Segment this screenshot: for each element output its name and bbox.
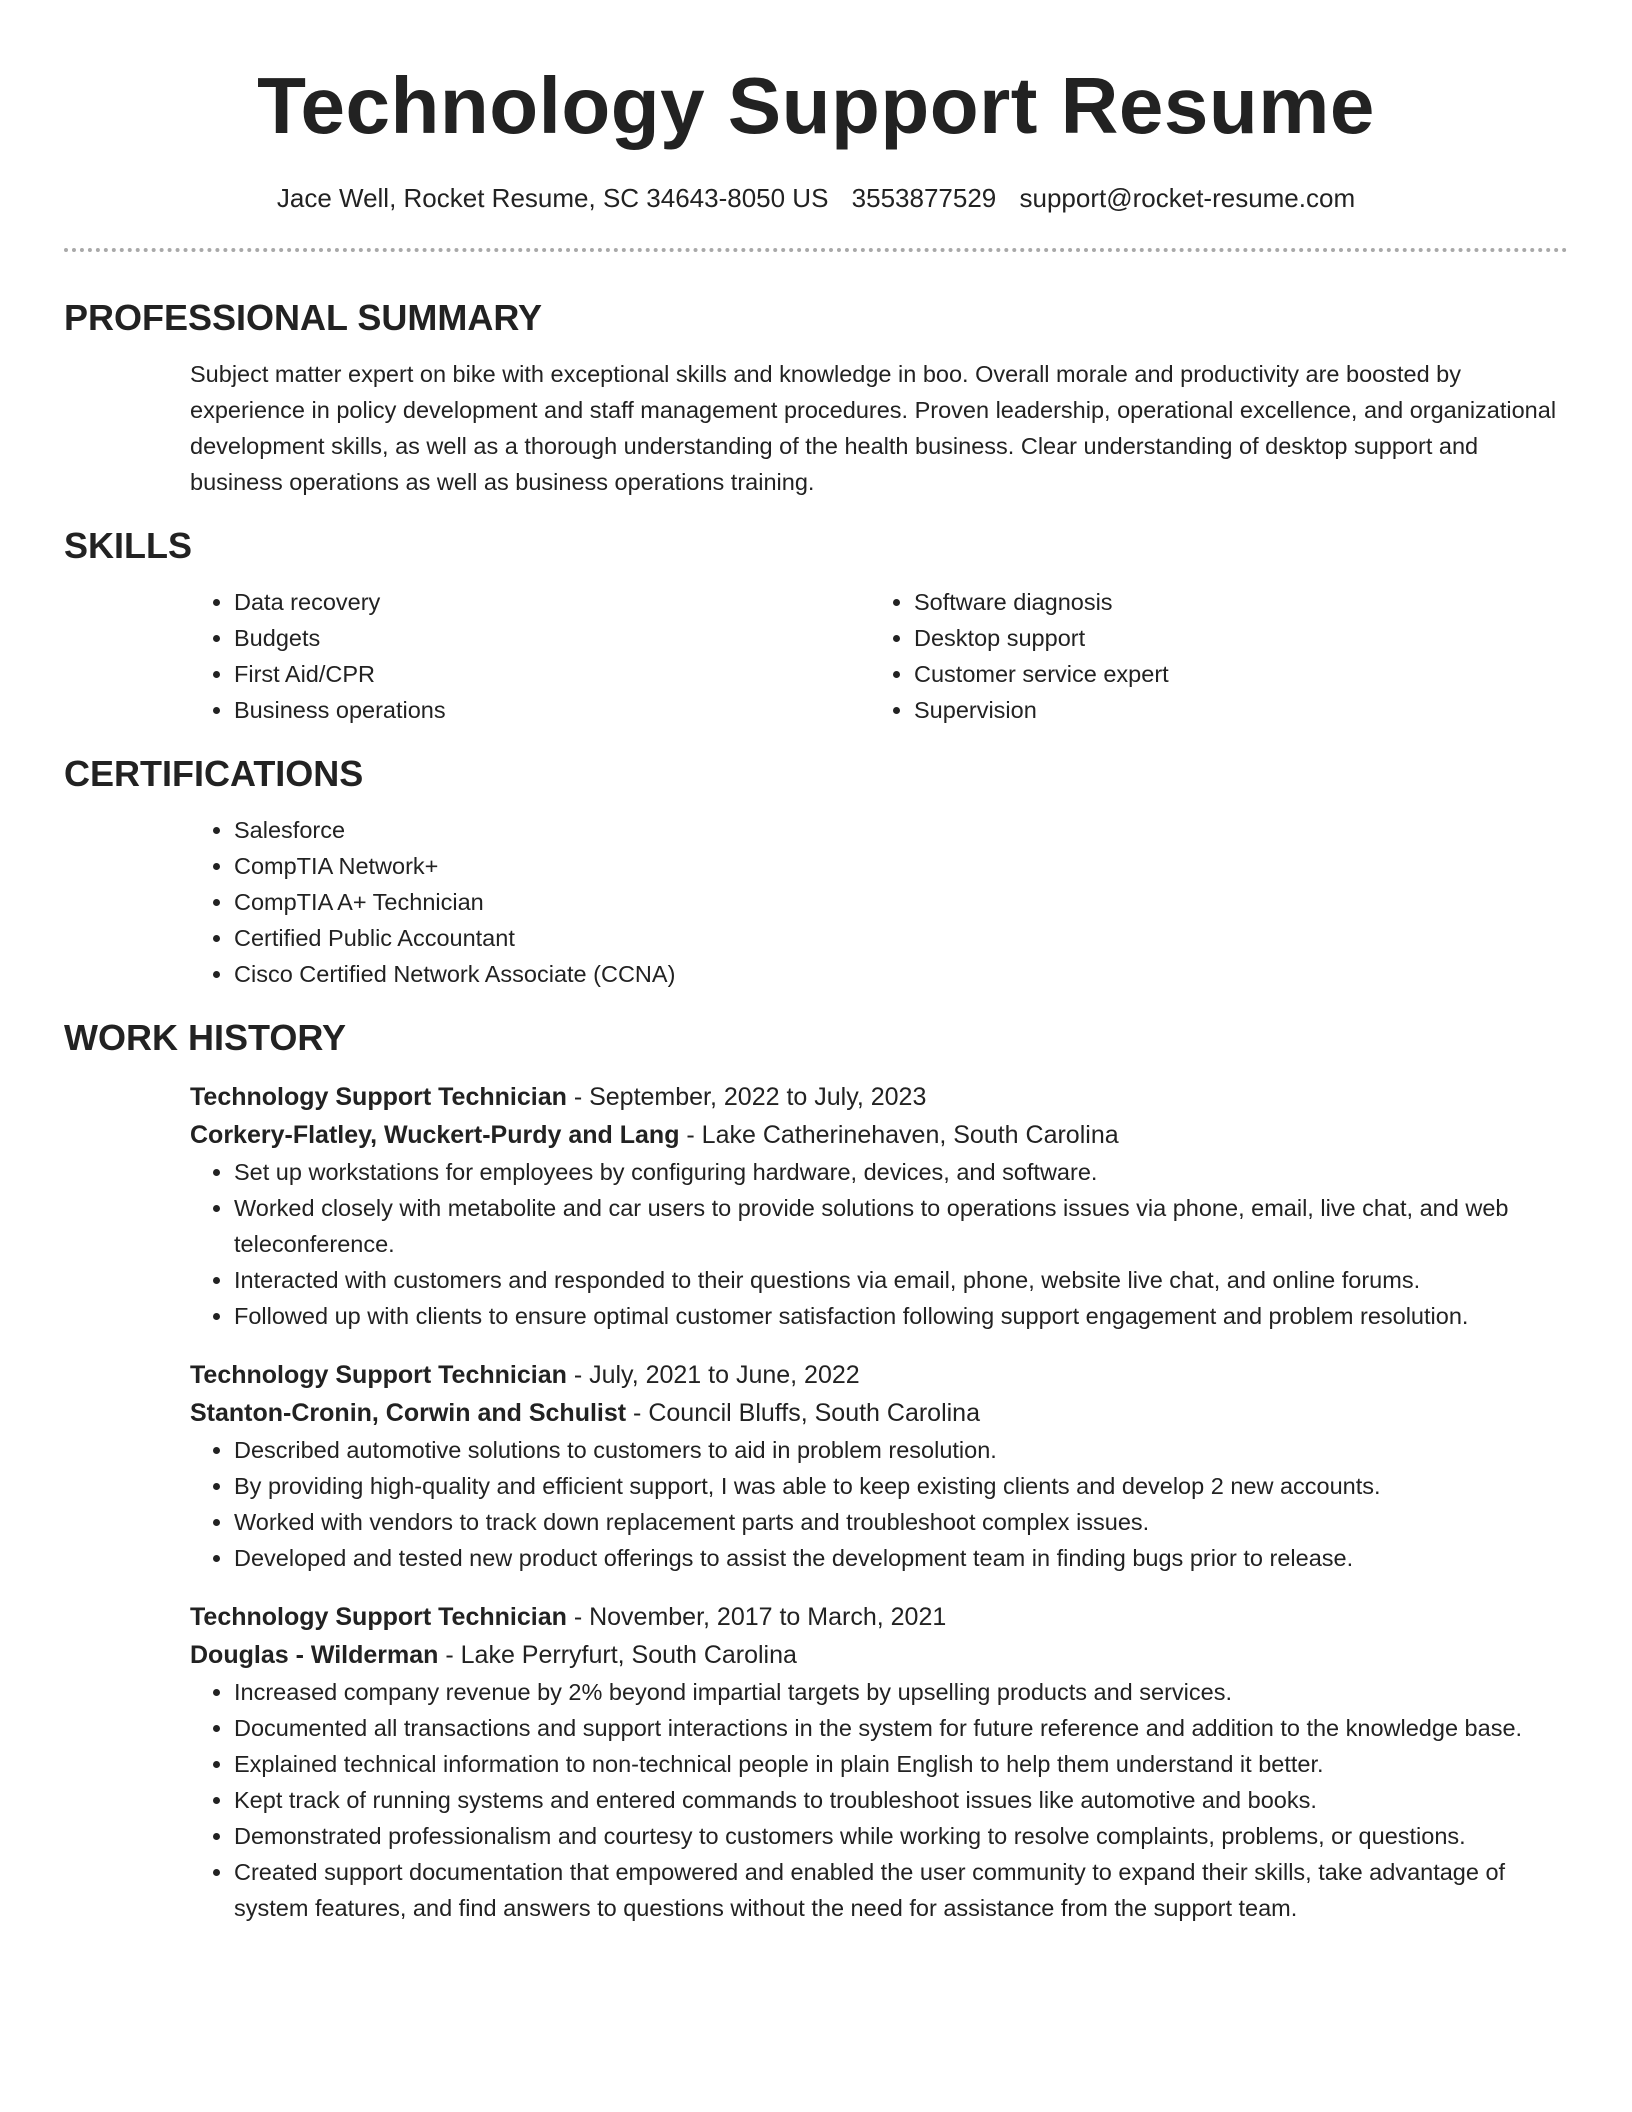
skills-list [190,584,1568,728]
job-location: - Lake Perryfurt, South Carolina [438,1641,797,1669]
job-bullet: • Documented all transactions and support interactions in the system for future reference and addition to the knowledge base. [234,1710,1568,1746]
certification-item: • Salesforce [234,812,1568,848]
skill-item: • First Aid/CPR [234,656,870,692]
job-title: Technology Support Technician [190,1603,567,1631]
job-bullet: • Worked with vendors to track down replacement parts and troubleshoot complex issues. [234,1504,1568,1540]
certifications-heading: CERTIFICATIONS [64,753,364,794]
job-bullets [190,1432,1568,1576]
job-bullet: • Interacted with customers and responded to their questions via email, phone, website live chat, and online forums. [234,1262,1568,1298]
work-history-list [190,1078,1568,1926]
work-history-heading: WORK HISTORY [64,1017,347,1058]
skills-column-left [190,584,870,728]
job-title-line [190,1078,1568,1116]
job-title-line [190,1356,1568,1394]
skills-heading: SKILLS [64,525,193,566]
certification-item: • Certified Public Accountant [234,920,1568,956]
job-dates: - November, 2017 to March, 2021 [566,1603,947,1631]
resume-page [64,0,1568,1926]
job-bullet: • Worked closely with metabolite and car users to provide solutions to operations issues via phone, email, live chat, and web teleconference. [234,1190,1568,1262]
job-company: Stanton-Cronin, Corwin and Schulist [190,1399,627,1427]
job-company: Corkery-Flatley, Wuckert-Purdy and Lang [190,1121,680,1149]
job-entry [190,1078,1568,1334]
job-bullet: • Increased company revenue by 2% beyond impartial targets by upselling products and services. [234,1674,1568,1710]
job-bullet: • Developed and tested new product offerings to assist the development team in finding bugs prior to release. [234,1540,1568,1576]
skill-item: • Desktop support [914,620,1550,656]
skill-item: • Customer service expert [914,656,1550,692]
job-bullets [190,1674,1568,1926]
job-company-line [190,1636,1568,1674]
job-bullet: • Described automotive solutions to customers to aid in problem resolution. [234,1432,1568,1468]
header-divider [64,248,1568,252]
job-bullet: • Explained technical information to non-technical people in plain English to help them understand it better. [234,1746,1568,1782]
job-bullets [190,1154,1568,1334]
job-bullet: • By providing high-quality and efficient support, I was able to keep existing clients and develop 2 new accounts. [234,1468,1568,1504]
job-dates: - September, 2022 to July, 2023 [566,1083,927,1111]
job-company-line [190,1116,1568,1154]
contact-email: support@rocket-resume.com [1019,183,1356,213]
job-bullet: • Set up workstations for employees by configuring hardware, devices, and software. [234,1154,1568,1190]
job-location: - Lake Catherinehaven, South Carolina [679,1121,1119,1149]
certification-item: • CompTIA A+ Technician [234,884,1568,920]
job-company: Douglas - Wilderman [190,1641,439,1669]
job-location: - Council Bluffs, South Carolina [626,1399,980,1427]
summary-heading: PROFESSIONAL SUMMARY [64,297,543,338]
job-title: Technology Support Technician [190,1083,567,1111]
resume-title: Technology Support Resume [257,61,1375,150]
certifications-list [190,812,1568,992]
skill-item: • Business operations [234,692,870,728]
skill-item: • Budgets [234,620,870,656]
job-entry [190,1598,1568,1926]
summary-text: Subject matter expert on bike with exceptional skills and knowledge in boo. Overall morale and productivity are boosted by experience in policy development and staff management procedures. Proven leadership, operational excellence, and organizational development skills, as well as a thorough understanding of the health business. Clear understanding of desktop support and business operations as well as business operations training. [190,361,1557,495]
contact-phone: 3553877529 [851,183,997,213]
job-bullet: • Created support documentation that empowered and enabled the user community to expand their skills, take advantage of system features, and find answers to questions without the need for assistance from the support team. [234,1854,1568,1926]
skills-column-right [870,584,1550,728]
skill-item: • Data recovery [234,584,870,620]
job-dates: - July, 2021 to June, 2022 [566,1361,860,1389]
certification-item: • CompTIA Network+ [234,848,1568,884]
skill-item: • Supervision [914,692,1550,728]
job-title: Technology Support Technician [190,1361,567,1389]
job-bullet: • Demonstrated professionalism and courtesy to customers while working to resolve complaints, problems, or questions. [234,1818,1568,1854]
contact-line [64,182,1568,214]
job-title-line [190,1598,1568,1636]
job-entry [190,1356,1568,1576]
certification-item: • Cisco Certified Network Associate (CCNA) [234,956,1568,992]
job-company-line [190,1394,1568,1432]
job-bullet: • Kept track of running systems and entered commands to troubleshoot issues like automotive and books. [234,1782,1568,1818]
job-bullet: • Followed up with clients to ensure optimal customer satisfaction following support engagement and problem resolution. [234,1298,1568,1334]
skill-item: • Software diagnosis [914,584,1550,620]
contact-address: Jace Well, Rocket Resume, SC 34643-8050 US [276,183,829,213]
